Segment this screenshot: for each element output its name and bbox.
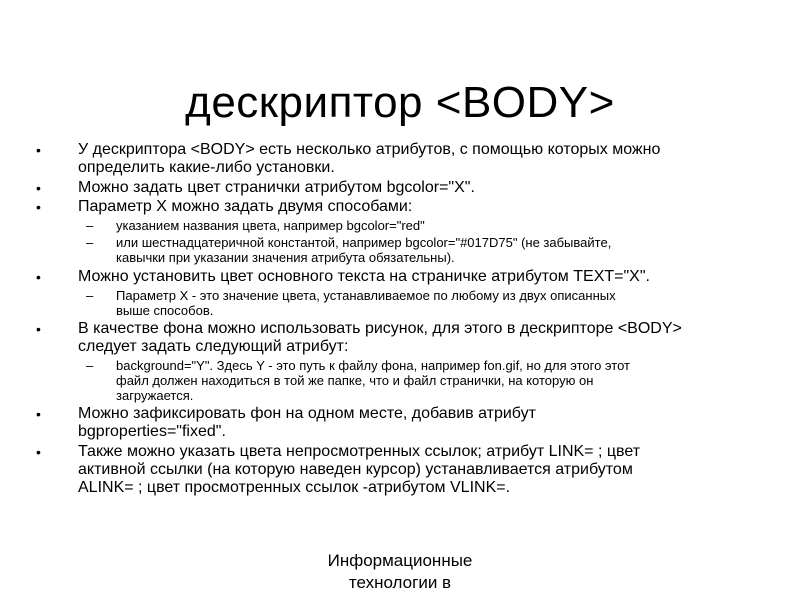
sub-bullet-item [36, 288, 741, 318]
bullet-marker: • [36, 179, 41, 196]
dash-marker: – [86, 357, 94, 373]
bullet-item [36, 320, 741, 356]
bullet-marker: • [36, 321, 41, 338]
bullet-text: У дескриптора <BODY> есть несколько атрибутов, с помощью которых можно определить какие-либо установки. [78, 141, 661, 176]
bullet-marker: • [36, 406, 41, 423]
bullet-item [36, 179, 741, 197]
bullet-marker: • [36, 443, 41, 460]
sub-bullet-item [36, 235, 741, 265]
sub-bullet-item [36, 358, 741, 403]
bullet-text: Параметр X можно задать двумя способами: [78, 198, 413, 216]
bullet-marker: • [36, 268, 41, 285]
bullet-text: Также можно указать цвета непросмотренных ссылок; атрибут LINK= ; цвет активной ссылки (на которую наведен курсор) устанавливается атрибутом ALINK= ; цвет просмотренных ссылок -атрибутом VLINK=. [78, 442, 641, 496]
bullet-item [36, 443, 741, 497]
bullet-text: В качестве фона можно использовать рисунок, для этого в дескрипторе <BODY> следует задать следующий атрибут: [78, 320, 682, 356]
bullet-marker: • [36, 142, 41, 158]
dash-marker: – [86, 217, 94, 233]
dash-marker: – [86, 235, 94, 251]
footer-text: Информационные технологии в [327, 551, 473, 592]
bullet-text: указанием названия цвета, например bgcolor="red" [116, 217, 425, 233]
bullet-item [36, 405, 741, 441]
bullet-text: background="Y". Здесь Y - это путь к файлу фона, например fon.gif, но для этого этот файл должен находиться в той же папке, что и файл странички, на которую он загружается. [116, 357, 630, 403]
bullet-text: Можно зафиксировать фон на одном месте, добавив атрибут bgproperties="fixed". [78, 405, 536, 441]
bullet-item [36, 268, 741, 286]
slide-title: дескриптор <BODY> [185, 78, 615, 128]
bullet-marker: • [36, 199, 41, 216]
bullet-item [36, 198, 741, 216]
sub-bullet-item [36, 218, 741, 233]
bullet-item [36, 141, 741, 177]
bullet-text: Параметр X - это значение цвета, устанавливаемое по любому из двух описанных выше способов. [116, 287, 616, 318]
bullet-text: Можно установить цвет основного текста на страничке атрибутом TEXT="X". [78, 267, 650, 285]
dash-marker: – [86, 287, 94, 303]
bullet-list [36, 141, 741, 499]
bullet-text: Можно задать цвет странички атрибутом bgcolor="X". [78, 178, 475, 196]
bullet-text: или шестнадцатеричной константой, например bgcolor="#017D75" (не забывайте, кавычки при указании значения атрибута обязательны). [116, 235, 612, 266]
